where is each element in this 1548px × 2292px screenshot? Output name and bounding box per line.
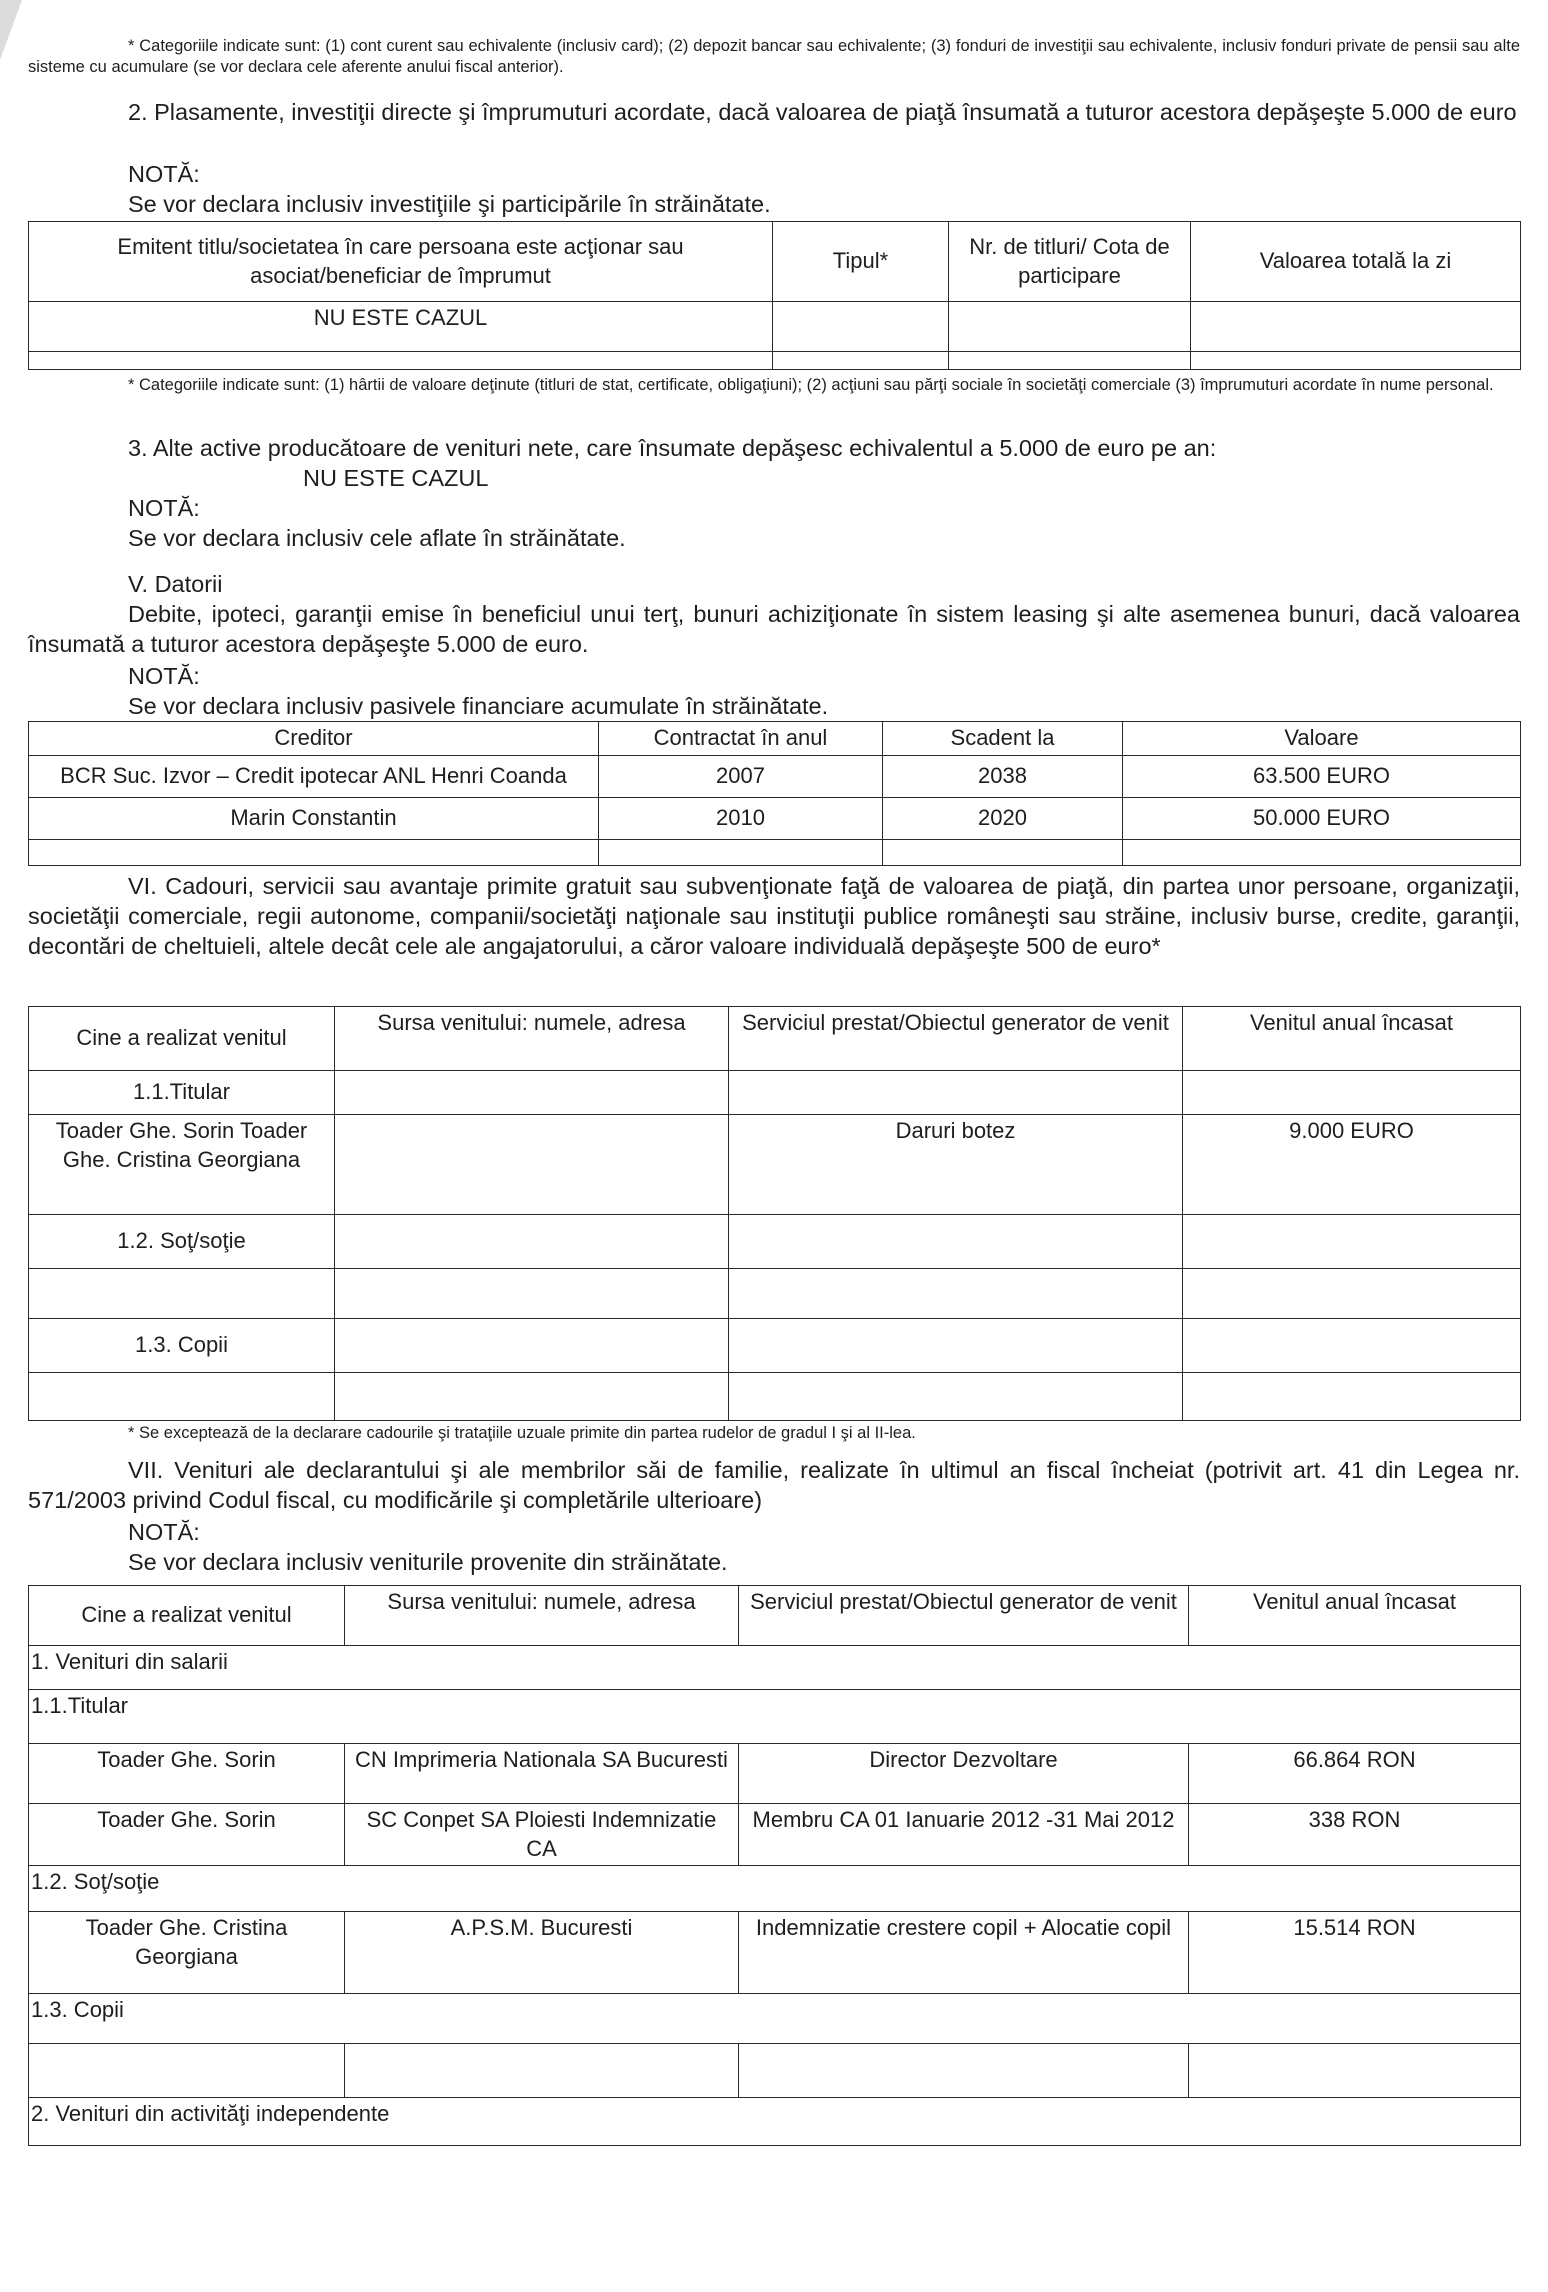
cell-sursa: SC Conpet SA Ploiesti Indemnizatie CA <box>345 1804 739 1866</box>
table-row <box>29 1115 1521 1215</box>
table-row <box>29 1269 1521 1319</box>
header-cine: Cine a realizat venitul <box>29 1007 335 1071</box>
table-row <box>29 1994 1521 2044</box>
table-row <box>29 798 1521 840</box>
table-row <box>29 1071 1521 1115</box>
header-valoare: Valoare <box>1123 722 1521 756</box>
table-row <box>29 1912 1521 1994</box>
cell-valoare: 63.500 EURO <box>1123 756 1521 798</box>
cell-creditor: Marin Constantin <box>29 798 599 840</box>
cell-serviciul: Membru CA 01 Ianuarie 2012 -31 Mai 2012 <box>739 1804 1189 1866</box>
table-row <box>29 1690 1521 1744</box>
table-header-row <box>29 1007 1521 1071</box>
table-header-row <box>29 722 1521 756</box>
cell-serviciul: Indemnizatie crestere copil + Alocatie copil <box>739 1912 1189 1994</box>
table-row <box>29 2098 1521 2146</box>
cell-cine: Toader Ghe. Cristina Georgiana <box>29 1912 345 1994</box>
cell-sursa: A.P.S.M. Bucuresti <box>345 1912 739 1994</box>
debts-table <box>28 721 1521 866</box>
table-row <box>29 302 1521 352</box>
cell-contractat: 2007 <box>599 756 883 798</box>
cell-copii-label: 1.3. Copii <box>29 1319 335 1373</box>
cell-venitul: 66.864 RON <box>1189 1744 1521 1804</box>
cell-contractat: 2010 <box>599 798 883 840</box>
cell-nr-titluri <box>949 302 1191 352</box>
cell-copii-label: 1.3. Copii <box>29 1994 1521 2044</box>
cell-emitent: NU ESTE CAZUL <box>29 302 773 352</box>
table-header-row <box>29 1586 1521 1646</box>
cell-venitul: 15.514 RON <box>1189 1912 1521 1994</box>
header-creditor: Creditor <box>29 722 599 756</box>
cell-scadent: 2038 <box>883 756 1123 798</box>
table-row <box>29 352 1521 370</box>
table-row <box>29 1744 1521 1804</box>
header-serviciul: Serviciul prestat/Obiectul generator de venit <box>729 1007 1183 1071</box>
cell-sot-label: 1.2. Soţ/soţie <box>29 1866 1521 1912</box>
section-iv2-heading: 2. Plasamente, investiţii directe şi împrumuturi acordate, dacă valoarea de piaţă însumată a tuturor acestora depăşeşte 5.000 de euro <box>128 99 1517 125</box>
table-row <box>29 1646 1521 1690</box>
table-row <box>29 756 1521 798</box>
header-scadent: Scadent la <box>883 722 1123 756</box>
cell-titular-label: 1.1.Titular <box>29 1690 1521 1744</box>
header-sursa: Sursa venitului: numele, adresa <box>345 1586 739 1646</box>
cell-independente-label: 2. Venituri din activităţi independente <box>29 2098 1521 2146</box>
section-v-nota-text: Se vor declara inclusiv pasivele financiare acumulate în străinătate. <box>128 693 829 719</box>
table-row <box>29 1215 1521 1269</box>
section-vii-nota-label: NOTĂ: <box>128 1519 200 1545</box>
investments-table <box>28 221 1521 370</box>
cell-tipul <box>773 302 949 352</box>
cell-serviciul: Director Dezvoltare <box>739 1744 1189 1804</box>
income-table <box>28 1585 1521 2146</box>
cell-salarii-label: 1. Venituri din salarii <box>29 1646 1521 1690</box>
header-valoarea: Valoarea totală la zi <box>1191 222 1521 302</box>
cell-titular-label: 1.1.Titular <box>29 1071 335 1115</box>
section-iv3-value: NU ESTE CAZUL <box>303 465 489 491</box>
header-serviciul: Serviciul prestat/Obiectul generator de venit <box>739 1586 1189 1646</box>
gifts-table <box>28 1006 1521 1421</box>
section-v-title: V. Datorii <box>128 571 223 597</box>
table-row <box>29 1373 1521 1421</box>
investments-categories-note: * Categoriile indicate sunt: (1) cont curent sau echivalente (inclusiv card); (2) depozit bancar sau echivalente; (3) fonduri de investiţii sau echivalente, inclusiv fonduri private de pensii sau alte sisteme cu acumulare (se vor declara cele aferente anului fiscal anterior). <box>28 37 1520 77</box>
cell-cine: Toader Ghe. Sorin <box>29 1804 345 1866</box>
section-v-nota-label: NOTĂ: <box>128 663 200 689</box>
header-contractat: Contractat în anul <box>599 722 883 756</box>
cell-venitul: 338 RON <box>1189 1804 1521 1866</box>
header-emitent: Emitent titlu/societatea în care persoana este acţionar sau asociat/beneficiar de împrumut <box>29 222 773 302</box>
gifts-footnote: * Se exceptează de la declarare cadourile şi trataţiile uzuale primite din partea rudelor de gradul I şi al II-lea. <box>128 1424 916 1442</box>
header-cine: Cine a realizat venitul <box>29 1586 345 1646</box>
scan-corner-shadow <box>0 0 22 60</box>
section-iv3-heading: 3. Alte active producătoare de venituri nete, care însumate depăşesc echivalentul a 5.000 de euro pe an: <box>128 435 1217 461</box>
cell-sot-label: 1.2. Soţ/soţie <box>29 1215 335 1269</box>
section-iv2-nota-label: NOTĂ: <box>128 161 200 187</box>
cell-venitul: 9.000 EURO <box>1183 1115 1521 1215</box>
table-row <box>29 1866 1521 1912</box>
section-vii-text: VII. Venituri ale declarantului şi ale membrilor săi de familie, realizate în ultimul an fiscal încheiat (potrivit art. 41 din Legea nr. 571/2003 privind Codul fiscal, cu modificările şi completările ulterioare) <box>28 1457 1520 1513</box>
table-header-row <box>29 222 1521 302</box>
cell-serviciul: Daruri botez <box>729 1115 1183 1215</box>
header-venitul: Venitul anual încasat <box>1183 1007 1521 1071</box>
table-row <box>29 1319 1521 1373</box>
cell-sursa: CN Imprimeria Nationala SA Bucuresti <box>345 1744 739 1804</box>
section-vi-text: VI. Cadouri, servicii sau avantaje primite gratuit sau subvenţionate faţă de valoarea de piaţă, din partea unor persoane, organizaţii, societăţii comerciale, regii autonome, companii/societăţi naţionale sau instituţii publice româneşti sau străine, inclusiv burse, credite, garanţii, decontări de cheltuieli, altele decât cele ale angajatorului, a căror valoare individuală depăşeşte 500 de euro* <box>28 873 1520 959</box>
header-venitul: Venitul anual încasat <box>1189 1586 1521 1646</box>
table-row <box>29 1804 1521 1866</box>
cell-valoare: 50.000 EURO <box>1123 798 1521 840</box>
section-v-text: Debite, ipoteci, garanţii emise în beneficiul unui terţ, bunuri achiziţionate în sistem leasing şi alte asemenea bunuri, dacă valoarea însumată a tuturor acestora depăşeşte 5.000 de euro. <box>28 601 1520 657</box>
cell-scadent: 2020 <box>883 798 1123 840</box>
table-row <box>29 2044 1521 2098</box>
cell-cine: Toader Ghe. Sorin <box>29 1744 345 1804</box>
header-nr-titluri: Nr. de titluri/ Cota de participare <box>949 222 1191 302</box>
table-row <box>29 840 1521 866</box>
cell-valoarea <box>1191 302 1521 352</box>
header-sursa: Sursa venitului: numele, adresa <box>335 1007 729 1071</box>
header-tipul: Tipul* <box>773 222 949 302</box>
investments-footnote: * Categoriile indicate sunt: (1) hârtii de valoare deţinute (titluri de stat, certificate, obligaţiuni); (2) acţiuni sau părţi sociale în societăţi comerciale (3) împrumuturi acordate în nume personal. <box>128 376 1494 394</box>
section-vii-nota-text: Se vor declara inclusiv veniturile provenite din străinătate. <box>128 1549 728 1575</box>
cell-titular-names: Toader Ghe. Sorin Toader Ghe. Cristina Georgiana <box>29 1115 335 1215</box>
cell-creditor: BCR Suc. Izvor – Credit ipotecar ANL Henri Coanda <box>29 756 599 798</box>
section-iv2-nota-text: Se vor declara inclusiv investiţiile şi participările în străinătate. <box>128 191 771 217</box>
section-iv3-nota-text: Se vor declara inclusiv cele aflate în străinătate. <box>128 525 626 551</box>
section-iv3-nota-label: NOTĂ: <box>128 495 200 521</box>
